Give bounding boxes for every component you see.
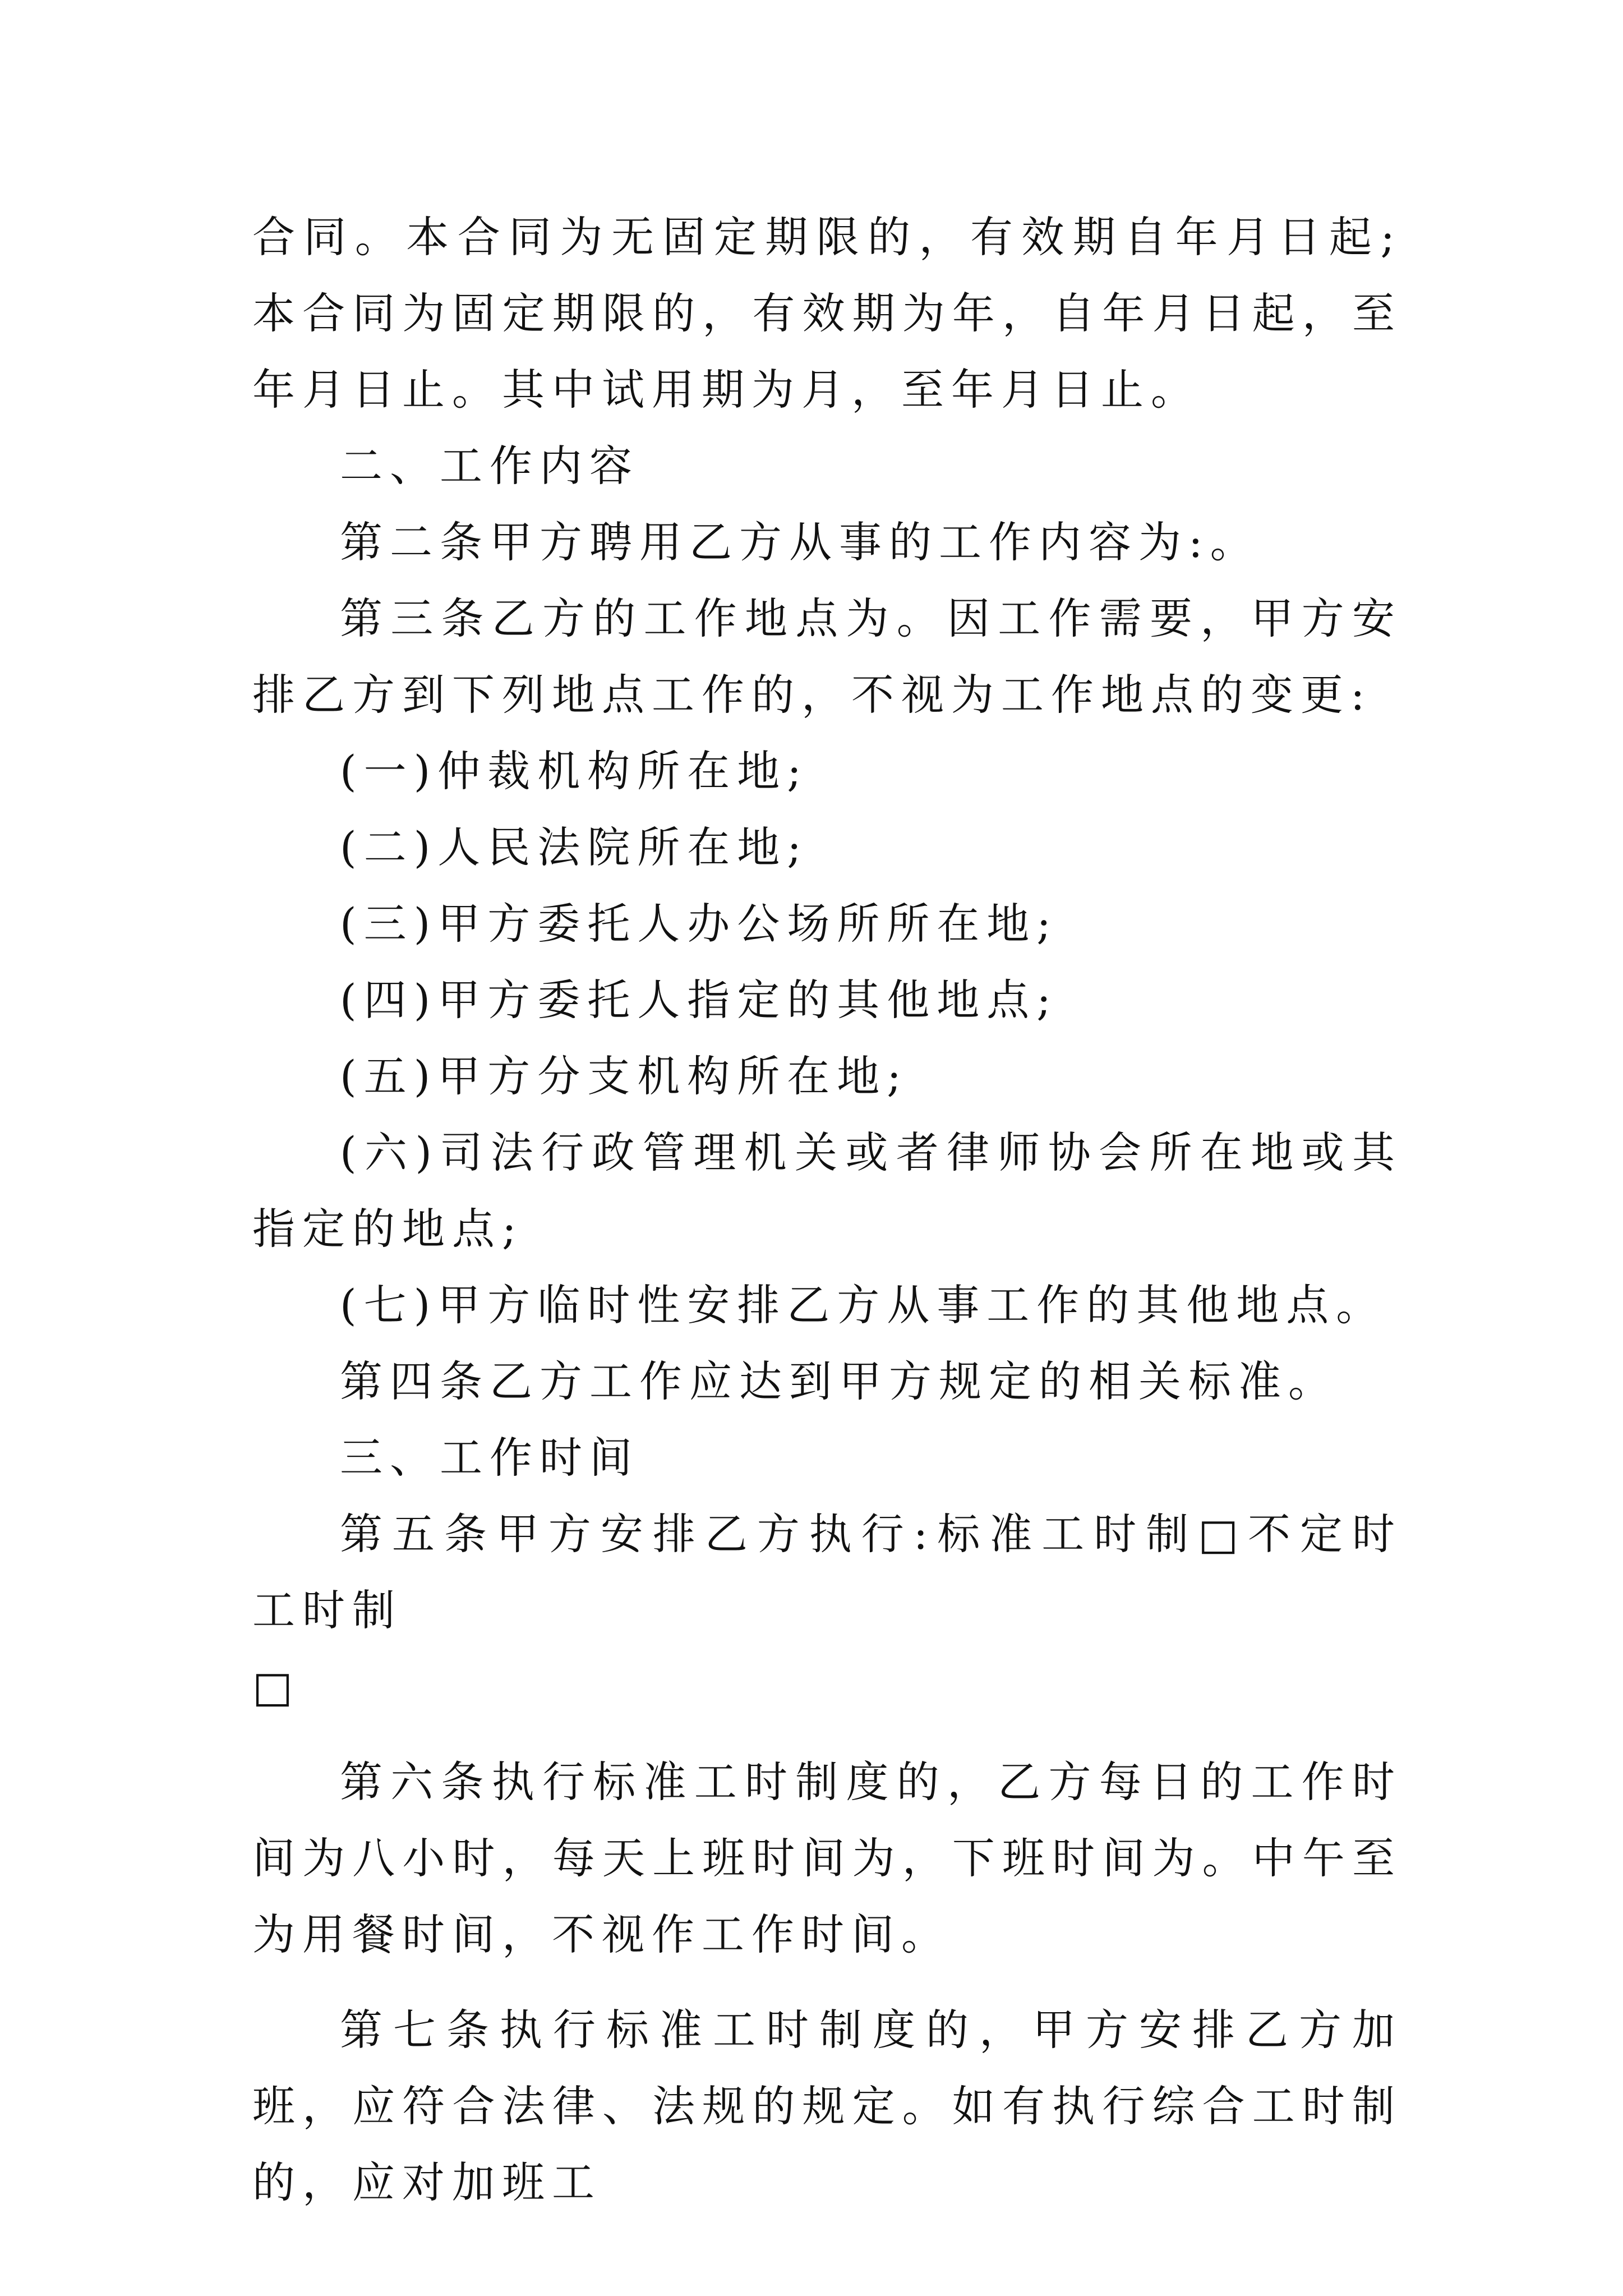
article-2: 第二条甲方聘用乙方从事的工作内容为:。	[340, 517, 1260, 567]
paragraph-spacer	[252, 1725, 1402, 1744]
list-item-5: (五)甲方分支机构所在地;	[340, 1051, 909, 1101]
list-item-1: (一)仲裁机构所在地;	[340, 746, 809, 796]
paragraph-spacer	[252, 1973, 1402, 1992]
list-item-2: (二)人民法院所在地;	[340, 822, 809, 872]
article-3: 第三条乙方的工作地点为。因工作需要，甲方安排乙方到下列地点工作的，不视为工作地点的变更:	[252, 593, 1402, 720]
paragraph-contract-term: 合同。本合同为无固定期限的，有效期自年月日起;本合同为固定期限的，有效期为年，自年月日起，至年月日止。其中试用期为月，至年月日止。	[252, 212, 1402, 415]
list-item-6: (六)司法行政管理机关或者律师协会所在地或其指定的地点;	[252, 1128, 1402, 1254]
section-heading-work-content: 二、工作内容	[340, 441, 639, 491]
checkbox-line: □	[252, 1662, 300, 1711]
list-item-7: (七)甲方临时性安排乙方从事工作的其他地点。	[340, 1280, 1386, 1330]
article-5: 第五条甲方安排乙方执行:标准工时制□不定时工时制	[252, 1509, 1402, 1635]
article-4: 第四条乙方工作应达到甲方规定的相关标准。	[340, 1356, 1338, 1406]
list-item-4: (四)甲方委托人指定的其他地点;	[340, 975, 1058, 1025]
article-7: 第七条执行标准工时制度的，甲方安排乙方加班，应符合法律、法规的规定。如有执行综合工时制的，应对加班工	[252, 2005, 1402, 2207]
document-body	[252, 199, 1402, 2221]
section-heading-work-time: 三、工作时间	[340, 1433, 639, 1483]
article-6: 第六条执行标准工时制度的，乙方每日的工作时间为八小时，每天上班时间为，下班时间为。中午至为用餐时间，不视作工作时间。	[252, 1757, 1402, 1959]
list-item-3: (三)甲方委托人办公场所所在地;	[340, 899, 1058, 949]
